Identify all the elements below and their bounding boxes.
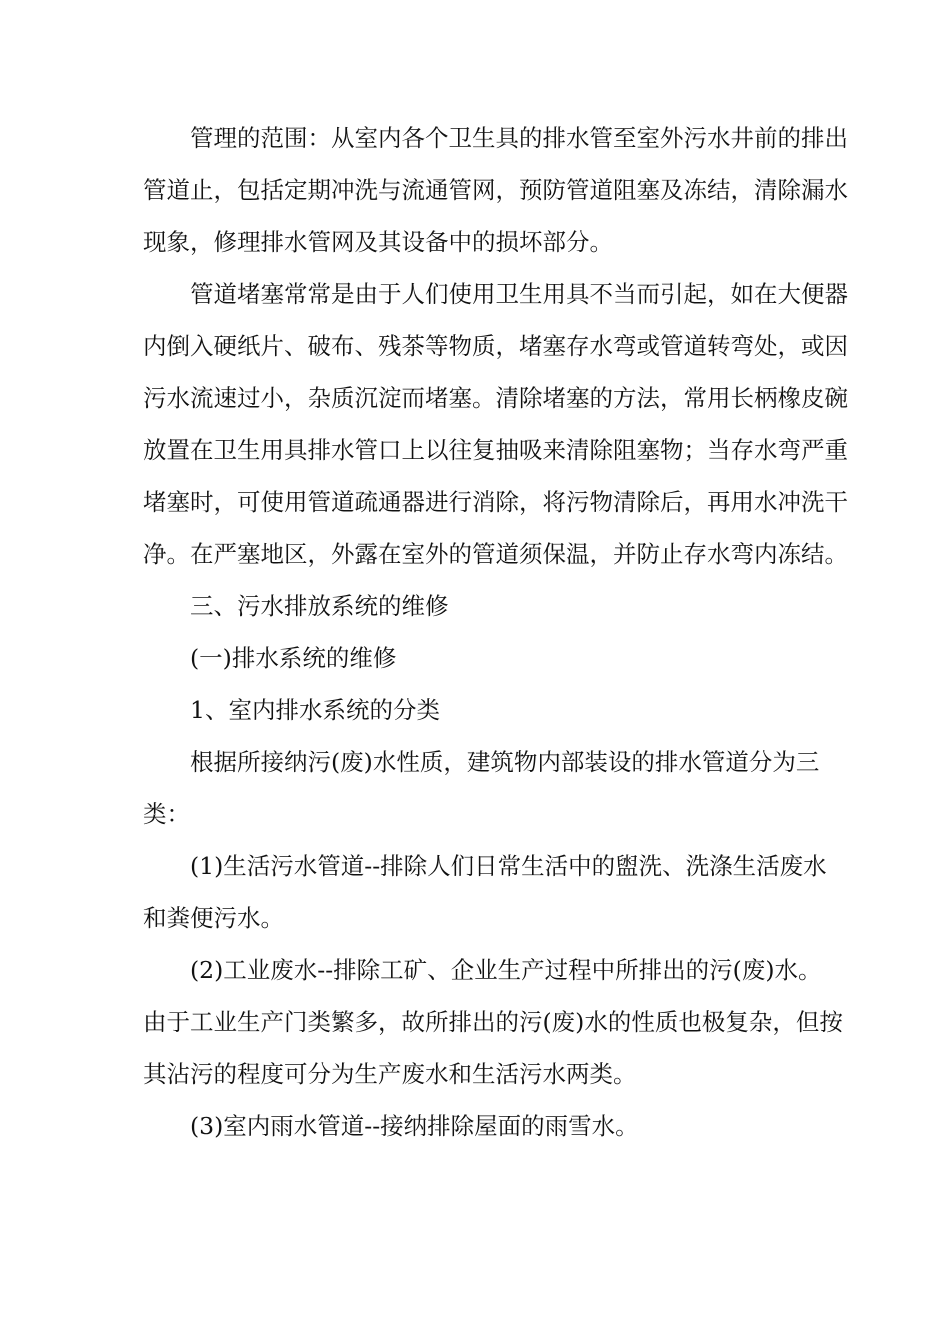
- text-line: 和粪便污水。: [143, 904, 284, 932]
- text-line: 放置在卫生用具排水管口上以往复抽吸来清除阻塞物；当存水弯严重: [143, 436, 848, 464]
- text-line: 净。在严塞地区，外露在室外的管道须保温，并防止存水弯内冻结。: [143, 540, 848, 568]
- text-line: 类：: [143, 800, 190, 828]
- text-line: 堵塞时，可使用管道疏通器进行消除，将污物清除后，再用水冲洗干: [143, 488, 848, 516]
- text-line: 管道堵塞常常是由于人们使用卫生用具不当而引起，如在大便器: [190, 280, 848, 308]
- text-line: 三、污水排放系统的维修: [190, 592, 449, 620]
- paragraph-domestic-sewage: [143, 840, 827, 944]
- paragraph-rainwater-pipe: [143, 1100, 808, 1152]
- text-line: (1)生活污水管道--排除人们日常生活中的盥洗、洗涤生活废水: [190, 852, 827, 880]
- text-line: 根据所接纳污(废)水性质，建筑物内部装设的排水管道分为三: [190, 748, 820, 776]
- text-line: (一)排水系统的维修: [190, 644, 397, 672]
- text-line: 由于工业生产门类繁多，故所排出的污(废)水的性质也极复杂，但按: [143, 1008, 843, 1036]
- text-line: 1、室内排水系统的分类: [190, 696, 440, 724]
- text-line: 污水流速过小，杂质沉淀而堵塞。清除堵塞的方法，常用长柄橡皮碗: [143, 384, 848, 412]
- heading-section-three: [143, 580, 808, 632]
- paragraph-classification-intro: [143, 736, 820, 840]
- heading-item-one: [143, 684, 808, 736]
- paragraph-management-scope: [143, 112, 848, 268]
- heading-subsection-one: [143, 632, 808, 684]
- paragraph-industrial-wastewater: [143, 944, 843, 1100]
- text-line: 管理的范围：从室内各个卫生具的排水管至室外污水井前的排出: [190, 124, 848, 152]
- text-line: 内倒入硬纸片、破布、残茶等物质，堵塞存水弯或管道转弯处，或因: [143, 332, 848, 360]
- text-line: (3)室内雨水管道--接纳排除屋面的雨雪水。: [190, 1112, 639, 1140]
- text-line: (2)工业废水--排除工矿、企业生产过程中所排出的污(废)水。: [190, 956, 822, 984]
- document-body: [143, 112, 848, 1152]
- text-line: 其沾污的程度可分为生产废水和生活污水两类。: [143, 1060, 637, 1088]
- paragraph-pipe-blockage: [143, 268, 848, 580]
- text-line: 现象，修理排水管网及其设备中的损坏部分。: [143, 228, 613, 256]
- text-line: 管道止，包括定期冲洗与流通管网，预防管道阻塞及冻结，清除漏水: [143, 176, 848, 204]
